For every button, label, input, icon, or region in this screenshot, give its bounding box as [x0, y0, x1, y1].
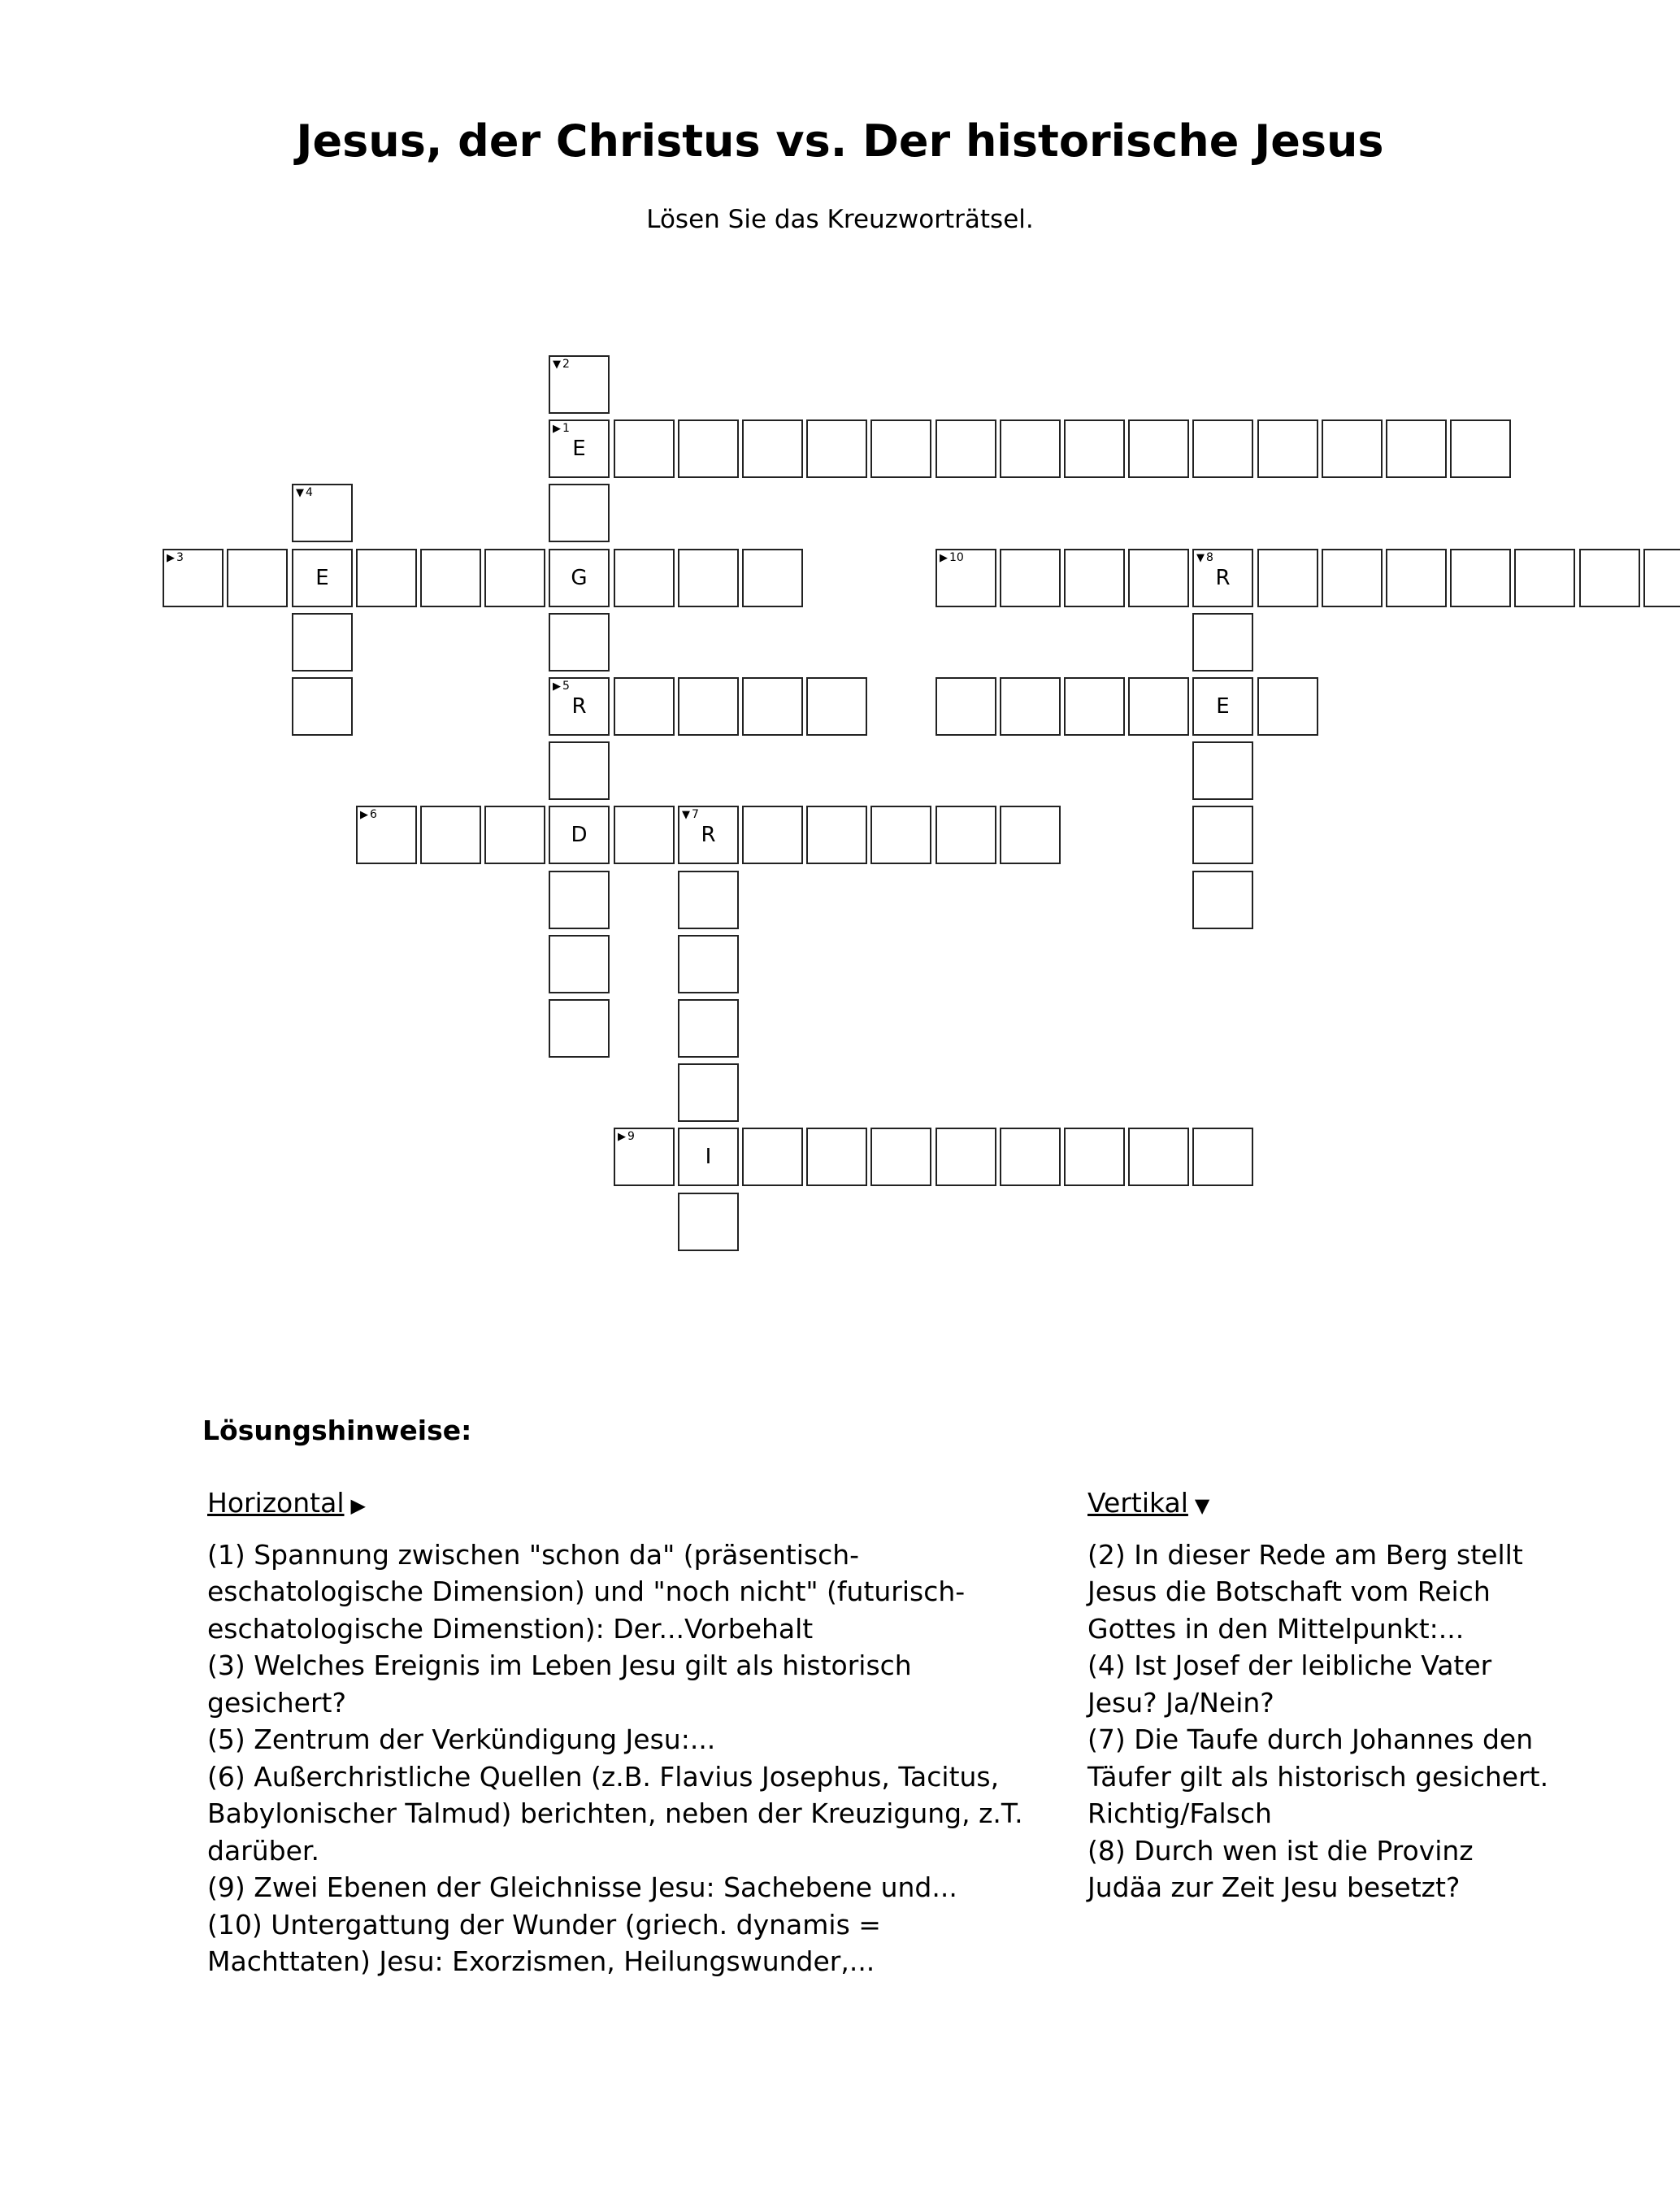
clue-number: [553, 680, 570, 692]
crossword-cell[interactable]: [806, 806, 867, 864]
crossword-cell[interactable]: [1322, 419, 1383, 478]
crossword-cell[interactable]: [549, 677, 610, 736]
crossword-cell[interactable]: [742, 806, 803, 864]
crossword-cell[interactable]: [678, 549, 739, 607]
clue-line: (8) Durch wen ist die Provinz: [1087, 1834, 1474, 1867]
crossword-cell[interactable]: [806, 1128, 867, 1186]
crossword-cell[interactable]: [1257, 549, 1318, 607]
crossword-cell[interactable]: [484, 806, 545, 864]
clue-line: (5) Zentrum der Verkündigung Jesu:...: [207, 1723, 716, 1755]
crossword-cell[interactable]: [227, 549, 288, 607]
crossword-cell[interactable]: [1128, 419, 1189, 478]
vertical-heading: [1087, 1484, 1608, 1525]
crossword-cell[interactable]: [870, 419, 931, 478]
clue-line: (7) Die Taufe durch Johannes den: [1087, 1723, 1534, 1755]
crossword-cell[interactable]: [678, 1193, 739, 1251]
given-letter: G: [571, 566, 588, 590]
crossword-cell[interactable]: [936, 806, 996, 864]
crossword-cell[interactable]: [678, 419, 739, 478]
play-arrow-icon: ▶: [553, 680, 561, 693]
clue-number-text: 9: [627, 1130, 635, 1143]
crossword-cell[interactable]: [678, 871, 739, 929]
crossword-cell[interactable]: [1192, 677, 1253, 736]
down-arrow-icon: ▼: [1196, 552, 1205, 564]
vertical-clue-list: [1087, 1536, 1608, 1906]
crossword-cell[interactable]: [549, 355, 610, 414]
clue-number: [618, 1131, 635, 1142]
down-arrow-icon: ▼: [553, 359, 561, 371]
crossword-cell[interactable]: [678, 935, 739, 993]
crossword-cell[interactable]: [1192, 741, 1253, 800]
crossword-cell[interactable]: [1192, 613, 1253, 672]
vertical-clues: [1087, 1484, 1608, 1906]
clue-number-text: 1: [562, 422, 570, 435]
clue-number-text: 3: [176, 551, 184, 564]
clue-line: (1) Spannung zwischen "schon da" (präsentisch-: [207, 1538, 860, 1571]
crossword-cell[interactable]: [356, 806, 417, 864]
crossword-cell[interactable]: [549, 549, 610, 607]
crossword-cell[interactable]: [1450, 549, 1511, 607]
crossword-cell[interactable]: [936, 549, 996, 607]
crossword-cell[interactable]: [549, 419, 610, 478]
crossword-cell[interactable]: [678, 806, 739, 864]
crossword-cell[interactable]: [614, 677, 675, 736]
page-title: Jesus, der Christus vs. Der historische Jesus: [296, 115, 1384, 167]
clue-line: Machttaten) Jesu: Exorzismen, Heilungswunder,...: [207, 1945, 875, 1977]
clue-line: Täufer gilt als historisch gesichert.: [1087, 1760, 1549, 1793]
crossword-cell[interactable]: [678, 677, 739, 736]
crossword-cell[interactable]: [678, 1128, 739, 1186]
clue-line: (3) Welches Ereignis im Leben Jesu gilt als historisch: [207, 1650, 912, 1681]
hints-heading: Lösungshinweise:: [202, 1415, 472, 1446]
crossword-cell[interactable]: [1257, 677, 1318, 736]
clue-line: Judäa zur Zeit Jesu besetzt?: [1087, 1871, 1461, 1903]
horizontal-label: Horizontal: [207, 1487, 345, 1519]
crossword-cell[interactable]: [1192, 549, 1253, 607]
clue-line: Babylonischer Talmud) berichten, neben der Kreuzigung, z.T.: [207, 1797, 1023, 1829]
crossword-cell[interactable]: [1192, 419, 1253, 478]
crossword-cell[interactable]: [549, 613, 610, 672]
crossword-cell[interactable]: [549, 999, 610, 1058]
clue-line: (6) Außerchristliche Quellen (z.B. Flavius Josephus, Tacitus,: [207, 1760, 1000, 1793]
horizontal-clue-list: [207, 1536, 1093, 1980]
crossword-cell[interactable]: [1000, 677, 1061, 736]
crossword-cell[interactable]: [742, 1128, 803, 1186]
crossword-cell[interactable]: [678, 999, 739, 1058]
crossword-cell[interactable]: [614, 549, 675, 607]
clue-number: [296, 487, 313, 498]
crossword-cell[interactable]: [806, 419, 867, 478]
clue-number-text: 5: [562, 680, 570, 693]
crossword-cell[interactable]: [1257, 419, 1318, 478]
crossword-cell[interactable]: [936, 1128, 996, 1186]
clue-line: (9) Zwei Ebenen der Gleichnisse Jesu: Sachebene und...: [207, 1871, 957, 1903]
crossword-cell[interactable]: [292, 613, 353, 672]
crossword-cell[interactable]: [1000, 1128, 1061, 1186]
play-arrow-icon: ▶: [618, 1131, 626, 1143]
crossword-cell[interactable]: [1064, 549, 1125, 607]
clue-number-text: 8: [1206, 551, 1213, 564]
crossword-cell[interactable]: [549, 806, 610, 864]
crossword-cell[interactable]: [870, 806, 931, 864]
horizontal-heading: [207, 1484, 1093, 1525]
crossword-cell[interactable]: [742, 677, 803, 736]
crossword-cell[interactable]: [292, 549, 353, 607]
clue-number: [553, 359, 570, 370]
clue-line: Gottes in den Mittelpunkt:...: [1087, 1612, 1465, 1645]
play-arrow-icon: ▶: [167, 552, 175, 564]
clue-line: eschatologische Dimension) und "noch nicht" (futurisch-: [207, 1576, 966, 1607]
clue-line: Richtig/Falsch: [1087, 1797, 1272, 1829]
down-arrow-icon: ▼: [682, 809, 690, 821]
clue-number-text: 6: [370, 808, 377, 821]
play-arrow-icon: ▶: [350, 1494, 366, 1517]
clue-line: (4) Ist Josef der leibliche Vater: [1087, 1650, 1492, 1681]
clue-number: [553, 423, 570, 434]
given-letter: R: [571, 694, 587, 719]
crossword-cell[interactable]: [742, 549, 803, 607]
crossword-cell[interactable]: [1128, 1128, 1189, 1186]
down-arrow-icon: ▼: [296, 487, 304, 499]
crossword-cell[interactable]: [163, 549, 224, 607]
crossword-cell[interactable]: [1000, 806, 1061, 864]
crossword-cell[interactable]: [549, 871, 610, 929]
crossword-cell[interactable]: [806, 677, 867, 736]
vertical-label: Vertikal: [1087, 1487, 1188, 1519]
crossword-cell[interactable]: [1000, 549, 1061, 607]
crossword-cell[interactable]: [870, 1128, 931, 1186]
crossword-cell[interactable]: [420, 549, 481, 607]
crossword-cell[interactable]: [936, 419, 996, 478]
crossword-cell[interactable]: [549, 741, 610, 800]
crossword-cell[interactable]: [356, 549, 417, 607]
crossword-cell[interactable]: [1643, 549, 1680, 607]
given-letter: D: [571, 823, 588, 847]
clue-number: [682, 809, 699, 820]
crossword-cell[interactable]: [1192, 1128, 1253, 1186]
given-letter: R: [1215, 566, 1231, 590]
crossword-cell[interactable]: [484, 549, 545, 607]
crossword-cell[interactable]: [614, 806, 675, 864]
crossword-cell[interactable]: [1064, 419, 1125, 478]
crossword-cell[interactable]: [1514, 549, 1575, 607]
crossword-cell[interactable]: [1322, 549, 1383, 607]
given-letter: E: [1216, 694, 1230, 719]
clue-number: [360, 809, 377, 820]
clue-number: [940, 552, 964, 563]
crossword-cell[interactable]: [1386, 549, 1447, 607]
crossword-cell[interactable]: [614, 1128, 675, 1186]
crossword-cell[interactable]: [678, 1063, 739, 1122]
given-letter: E: [315, 566, 329, 590]
given-letter: I: [705, 1145, 712, 1169]
clue-line: eschatologische Dimenstion): Der...Vorbehalt: [207, 1612, 814, 1645]
clue-number: [1196, 552, 1213, 563]
clue-number-text: 2: [562, 358, 570, 371]
down-arrow-icon: ▼: [1194, 1494, 1210, 1517]
play-arrow-icon: ▶: [940, 552, 948, 564]
crossword-cell[interactable]: [1450, 419, 1511, 478]
crossword-cell[interactable]: [614, 419, 675, 478]
crossword-cell[interactable]: [420, 806, 481, 864]
given-letter: E: [572, 437, 586, 461]
crossword-cell[interactable]: [742, 419, 803, 478]
crossword-cell[interactable]: [292, 677, 353, 736]
clue-line: gesichert?: [207, 1686, 346, 1719]
crossword-cell[interactable]: [1192, 806, 1253, 864]
crossword-cell[interactable]: [1128, 549, 1189, 607]
crossword-cell[interactable]: [549, 935, 610, 993]
clue-number: [167, 552, 184, 563]
crossword-cell[interactable]: [1064, 677, 1125, 736]
clue-number-text: 4: [306, 486, 313, 499]
clue-line: Jesu? Ja/Nein?: [1087, 1686, 1274, 1719]
horizontal-clues: [207, 1484, 1093, 1980]
crossword-cell[interactable]: [1579, 549, 1640, 607]
crossword-cell[interactable]: [1128, 677, 1189, 736]
play-arrow-icon: ▶: [553, 423, 561, 435]
crossword-cell[interactable]: [1064, 1128, 1125, 1186]
clue-line: (2) In dieser Rede am Berg stellt: [1087, 1538, 1523, 1571]
crossword-cell[interactable]: [936, 677, 996, 736]
play-arrow-icon: ▶: [360, 809, 368, 821]
clue-line: Jesus die Botschaft vom Reich: [1087, 1576, 1491, 1607]
given-letter: R: [701, 823, 716, 847]
clue-line: (10) Untergattung der Wunder (griech. dynamis =: [207, 1908, 881, 1941]
page-subtitle: Lösen Sie das Kreuzworträtsel.: [646, 205, 1034, 234]
clue-number-text: 7: [692, 808, 699, 821]
crossword-cell[interactable]: [549, 484, 610, 542]
clue-line: darüber.: [207, 1834, 319, 1867]
crossword-cell[interactable]: [1386, 419, 1447, 478]
crossword-cell[interactable]: [292, 484, 353, 542]
crossword-cell[interactable]: [1000, 419, 1061, 478]
clue-number-text: 10: [949, 551, 964, 564]
crossword-cell[interactable]: [1192, 871, 1253, 929]
